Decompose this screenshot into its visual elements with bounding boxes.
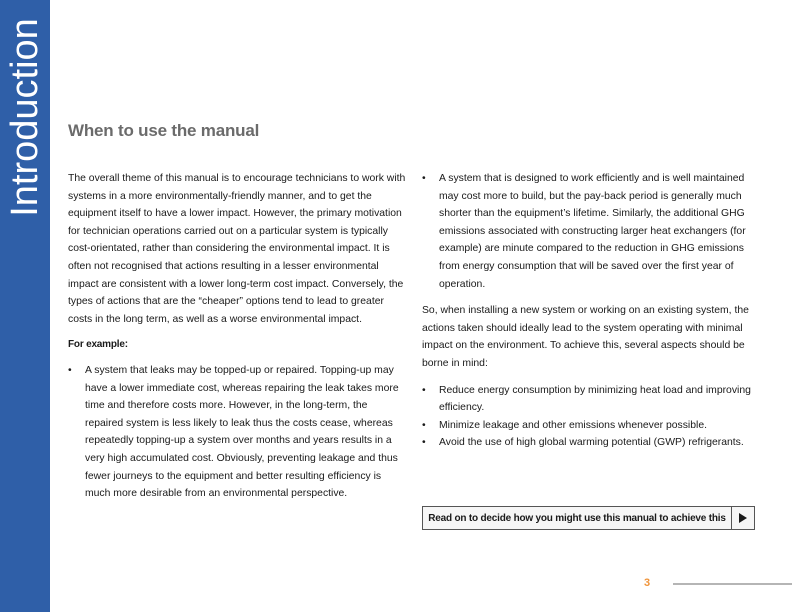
list-item-text: Avoid the use of high global warming potential (GWP) refrigerants.: [439, 437, 744, 449]
play-arrow-icon[interactable]: [731, 507, 754, 529]
list-item-text: A system that leaks may be topped-up or repaired. Topping-up may have a lower immediate cost, whereas repairing the leak takes more time and therefore costs more. However, in the long-term, the repaired system is less likely to leak thus the costs cease, whereas repeatedly topping-up a system over months and years results in a very high accumulated cost. Obviously, preventing leakage and thus fewer journeys to the equipment and better resulting efficiency is much more desirable from an environmental perspective.: [85, 364, 399, 500]
list-item: [422, 382, 760, 417]
aspects-intro-paragraph: So, when installing a new system or working on an existing system, the actions taken should ideally lead to the system operating with minimal impact on the environment. To achieve this, several aspects should be borne in mind:: [422, 305, 749, 369]
page-number: 3: [644, 577, 651, 589]
list-item: [422, 170, 760, 293]
example-bullet-list: [68, 362, 408, 503]
aspects-bullet-list: [422, 382, 760, 452]
list-item-text: Minimize leakage and other emissions whenever possible.: [439, 419, 707, 431]
bullet-icon: •: [422, 419, 426, 431]
list-item: [422, 434, 760, 452]
list-item: [422, 417, 760, 435]
bullet-icon: •: [422, 437, 426, 449]
page-heading: When to use the manual: [68, 121, 260, 140]
left-column: [68, 170, 408, 503]
bullet-icon: •: [422, 173, 426, 184]
read-on-label: Read on to decide how you might use this manual to achieve this: [428, 512, 726, 524]
read-on-button[interactable]: [422, 506, 755, 530]
footer-divider: [673, 583, 792, 585]
sidebar-band: [0, 0, 50, 612]
intro-paragraph: The overall theme of this manual is to encourage technicians to work with systems in a more environmentally-friendly manner, and to get the equipment itself to have a lower impact. However, the primary motivation for technician operations carried out on a particular system is typically cost-orientated, rather than considering the environmental impact. It is often not recognised that actions resulting in a lesser environmental impact are consistent with a lower long-term cost impact. Conversely, the types of actions that are the “cheaper” options tend to lead to greater costs in the long term, as well as a worse environmental impact.: [68, 173, 406, 325]
list-item-text: Reduce energy consumption by minimizing heat load and improving efficiency.: [439, 384, 751, 414]
section-title-vertical: [1, 2, 49, 232]
bullet-icon: •: [422, 384, 426, 396]
example-label: For example:: [68, 339, 128, 351]
right-column: [422, 170, 760, 452]
list-item-text: A system that is designed to work efficiently and is well maintained may cost more to build, but the pay-back period is generally much shorter than the equipment’s lifetime. Similarly, the additional GHG emissions associated with constructing larger heat exchangers (for example) are minute compared to the reduction in GHG emissions from energy consumption that will be saved over the first year of operation.: [439, 173, 746, 290]
bullet-icon: •: [68, 364, 72, 376]
list-item: [68, 362, 408, 503]
section-title-text: Introduction: [3, 17, 46, 217]
top-bullet-list: [422, 170, 760, 293]
